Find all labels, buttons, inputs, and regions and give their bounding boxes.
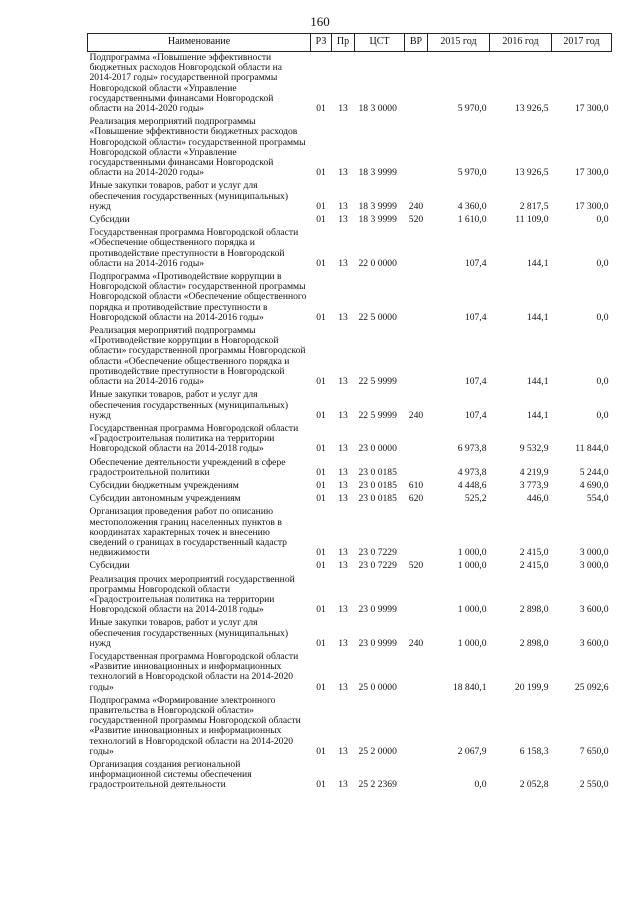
- table-row: [88, 493, 612, 506]
- row-cst: 22 0 0000: [358, 257, 397, 269]
- row-vr: [405, 759, 428, 793]
- table-row: [88, 227, 612, 271]
- row-cst: 22 5 9999: [358, 376, 397, 388]
- table-row: [88, 389, 612, 423]
- row-name: Организация проведения работ по описанию местоположения границ населенных пунктов в координатах характерных точек и внесению сведений о границах в государственный кадастр недвижимости: [89, 506, 287, 559]
- row-cst: 23 0 0185: [358, 479, 397, 491]
- row-name: Подпрограмма «Противодействие коррупции в Новгородской области» государственной программы Новгородской области «Обеспечение общественного порядка и противодействие преступности в Новгородской области на 2014-2016 годы»: [89, 271, 307, 323]
- row-rz: 01: [316, 214, 326, 226]
- row-2015: 1 000,0: [457, 604, 487, 616]
- row-2017: 7 650,0: [579, 745, 609, 757]
- table-row: [88, 52, 612, 117]
- row-rz: 01: [316, 637, 326, 649]
- row-cst: 23 0 7229: [358, 547, 397, 559]
- row-pr: 13: [338, 376, 348, 388]
- header-2015: 2015 год: [428, 34, 490, 52]
- table-row: [88, 651, 612, 695]
- row-2015: 4 448,6: [457, 479, 487, 491]
- row-pr: 13: [338, 779, 348, 791]
- row-pr: 13: [338, 637, 348, 649]
- row-2015: 107,4: [464, 376, 487, 388]
- row-name: Государственная программа Новгородской области «Развитие инновационных и информационных технологий в Новгородской области на 2014-2020 годы»: [89, 650, 299, 693]
- table-row: [88, 560, 612, 573]
- row-pr: 13: [338, 547, 348, 559]
- row-name: Иные закупки товаров, работ и услуг для обеспечения государственных (муниципальных) нужд: [89, 389, 289, 421]
- row-2016: 2 898,0: [519, 637, 549, 649]
- row-name: Реализация мероприятий подпрограммы «Противодействие коррупции в Новгородской области» государственной программы Новгородской области «Обеспечение общественного порядка и противодействие преступности в Новгородской области на 2014-2016 годы»: [89, 325, 306, 388]
- row-name: Государственная программа Новгородской области «Градостроительная политика на территории Новгородской области на 2014-2018 годы»: [89, 422, 299, 455]
- row-rz: 01: [316, 547, 326, 559]
- row-pr: 13: [338, 257, 348, 269]
- row-2016: 144,1: [526, 257, 549, 269]
- row-rz: 01: [316, 409, 326, 421]
- row-2015: 525,2: [464, 493, 487, 505]
- header-2017: 2017 год: [552, 34, 612, 52]
- row-vr: 240: [408, 200, 424, 212]
- row-2017: 0,0: [596, 257, 609, 269]
- table-row: [88, 506, 612, 560]
- row-cst: 18 3 0000: [358, 103, 397, 115]
- row-cst: 25 2 2369: [358, 779, 397, 791]
- row-name: Субсидии: [89, 214, 130, 226]
- header-name: Наименование: [88, 34, 311, 52]
- row-rz: 01: [316, 604, 326, 616]
- table-row: [88, 214, 612, 227]
- row-2016: 9 532,9: [519, 443, 549, 455]
- row-name: Иные закупки товаров, работ и услуг для обеспечения государственных (муниципальных) нужд: [89, 617, 289, 649]
- row-cst: 23 0 0000: [358, 443, 397, 455]
- row-vr: [405, 574, 428, 618]
- header-cst: ЦСТ: [355, 34, 405, 52]
- row-pr: 13: [338, 479, 348, 491]
- table-body: [88, 52, 612, 793]
- row-cst: 23 0 0185: [358, 466, 397, 478]
- row-pr: 13: [338, 200, 348, 212]
- header-pr: Пр: [332, 34, 355, 52]
- row-pr: 13: [338, 214, 348, 226]
- row-vr: [405, 271, 428, 325]
- row-vr: [405, 506, 428, 560]
- row-vr: 520: [408, 560, 424, 572]
- table-row: [88, 180, 612, 214]
- table-row: [88, 116, 612, 180]
- row-pr: 13: [338, 681, 348, 693]
- row-2015: 4 360,0: [457, 200, 487, 212]
- row-pr: 13: [338, 466, 348, 478]
- row-2017: 0,0: [596, 214, 609, 226]
- row-pr: 13: [338, 311, 348, 323]
- header-2016: 2016 год: [490, 34, 552, 52]
- row-2016: 11 109,0: [515, 214, 549, 226]
- row-pr: 13: [338, 409, 348, 421]
- row-2016: 3 773,9: [519, 479, 549, 491]
- row-2017: 25 092,6: [574, 681, 609, 693]
- row-name: Подпрограмма «Формирование электронного правительства в Новгородской области» государственной программы Новгородской области «Развитие инновационных и информационных технологий в Новгородской области на 2014-2020 годы»: [89, 694, 301, 757]
- table-row: [88, 271, 612, 325]
- row-cst: 18 3 9999: [358, 214, 397, 226]
- row-2016: 13 926,5: [514, 103, 549, 115]
- row-cst: 23 0 0185: [358, 493, 397, 505]
- table-row: [88, 325, 612, 389]
- row-vr: [405, 457, 428, 480]
- row-name: Реализация прочих мероприятий государственной программы Новгородской области «Градостроительная политика на территории Новгородской области на 2014-2018 годы»: [89, 573, 295, 616]
- row-vr: 620: [408, 493, 424, 505]
- page-number: 160: [310, 14, 330, 29]
- row-2016: 20 199,9: [514, 681, 549, 693]
- header-vr: ВР: [405, 34, 428, 52]
- row-pr: 13: [338, 443, 348, 455]
- row-cst: 18 3 9999: [358, 200, 397, 212]
- row-cst: 23 0 9999: [358, 637, 397, 649]
- row-2015: 1 000,0: [457, 560, 487, 572]
- row-vr: [405, 695, 428, 759]
- row-cst: 18 3 9999: [358, 167, 397, 179]
- row-cst: 22 5 0000: [358, 311, 397, 323]
- row-2017: 3 600,0: [579, 637, 609, 649]
- table-row: [88, 617, 612, 651]
- row-rz: 01: [316, 466, 326, 478]
- row-name: Реализация мероприятий подпрограммы «Повышение эффективности бюджетных расходов Новгородской области» государственной программы Новгородской области «Управление государственными финансами Новгородской области на 2014-2020 годы»: [89, 116, 306, 179]
- row-cst: 22 5 9999: [358, 409, 397, 421]
- table-row: [88, 480, 612, 493]
- row-name: Организация создания региональной информационной системы обеспечения градостроительной деятельности: [89, 759, 252, 791]
- row-2015: 2 067,9: [457, 745, 487, 757]
- table-header-row: [88, 34, 612, 52]
- row-2015: 1 000,0: [457, 637, 487, 649]
- row-rz: 01: [316, 681, 326, 693]
- row-2017: 0,0: [596, 409, 609, 421]
- row-2017: 3 000,0: [579, 547, 609, 559]
- row-2015: 18 840,1: [452, 681, 487, 693]
- row-2017: 3 000,0: [579, 560, 609, 572]
- row-2017: 0,0: [596, 376, 609, 388]
- row-2015: 4 973,8: [457, 466, 487, 478]
- row-cst: 23 0 7229: [358, 560, 397, 572]
- row-vr: 240: [408, 637, 424, 649]
- header-rz: РЗ: [311, 34, 332, 52]
- row-rz: 01: [316, 103, 326, 115]
- row-2017: 554,0: [586, 493, 609, 505]
- row-name: Государственная программа Новгородской области «Обеспечение общественного порядка и противодействие преступности в Новгородской области на 2014-2016 годы»: [89, 227, 299, 269]
- row-rz: 01: [316, 311, 326, 323]
- row-2015: 107,4: [464, 257, 487, 269]
- row-2017: 3 600,0: [579, 604, 609, 616]
- row-vr: [405, 325, 428, 389]
- row-2016: 2 898,0: [519, 604, 549, 616]
- row-2015: 0,0: [474, 779, 487, 791]
- row-cst: 25 2 0000: [358, 745, 397, 757]
- row-2015: 5 970,0: [457, 103, 487, 115]
- row-vr: [405, 651, 428, 695]
- row-2015: 1 000,0: [457, 547, 487, 559]
- row-cst: 25 0 0000: [358, 681, 397, 693]
- row-2017: 17 300,0: [574, 167, 609, 179]
- row-2016: 144,1: [526, 376, 549, 388]
- row-cst: 23 0 9999: [358, 604, 397, 616]
- row-2016: 4 219,9: [519, 466, 549, 478]
- row-rz: 01: [316, 257, 326, 269]
- row-rz: 01: [316, 167, 326, 179]
- row-vr: 240: [408, 409, 424, 421]
- row-name: Подпрограмма «Повышение эффективности бюджетных расходов Новгородской области на 2014-2017 годы» государственной программы Новгородской области «Управление государственными финансами Новгородской области на 2014-2020 годы»: [89, 52, 282, 115]
- row-pr: 13: [338, 103, 348, 115]
- row-name: Субсидии бюджетным учреждениям: [89, 479, 239, 491]
- row-2017: 0,0: [596, 311, 609, 323]
- table-row: [88, 759, 612, 793]
- row-pr: 13: [338, 493, 348, 505]
- row-2017: 11 844,0: [575, 443, 609, 455]
- row-2017: 5 244,0: [579, 466, 609, 478]
- row-rz: 01: [316, 376, 326, 388]
- row-2016: 144,1: [526, 311, 549, 323]
- budget-table: [87, 33, 612, 793]
- row-vr: [405, 52, 428, 117]
- table-row: [88, 695, 612, 759]
- row-name: Субсидии: [89, 560, 130, 572]
- row-2015: 6 973,8: [457, 443, 487, 455]
- row-vr: [405, 116, 428, 180]
- row-2017: 4 690,0: [579, 479, 609, 491]
- row-rz: 01: [316, 493, 326, 505]
- row-vr: 610: [408, 479, 424, 491]
- row-name: Иные закупки товаров, работ и услуг для обеспечения государственных (муниципальных) нужд: [89, 180, 289, 212]
- row-2017: 2 550,0: [579, 779, 609, 791]
- row-vr: [405, 423, 428, 457]
- row-2016: 6 158,3: [519, 745, 549, 757]
- row-2015: 1 610,0: [457, 214, 487, 226]
- row-pr: 13: [338, 167, 348, 179]
- row-vr: [405, 227, 428, 271]
- row-rz: 01: [316, 745, 326, 757]
- row-2015: 107,4: [464, 409, 487, 421]
- table-row: [88, 457, 612, 480]
- row-name: Обеспечение деятельности учреждений в сфере градостроительной политики: [89, 456, 286, 478]
- row-2016: 2 052,8: [519, 779, 549, 791]
- row-2015: 5 970,0: [457, 167, 487, 179]
- row-2017: 17 300,0: [574, 200, 609, 212]
- row-2016: 144,1: [526, 409, 549, 421]
- row-2016: 2 415,0: [519, 547, 549, 559]
- table-row: [88, 423, 612, 457]
- table-row: [88, 574, 612, 618]
- row-2016: 446,0: [526, 493, 549, 505]
- row-2016: 2 817,5: [519, 200, 549, 212]
- row-rz: 01: [316, 560, 326, 572]
- row-rz: 01: [316, 779, 326, 791]
- row-2017: 17 300,0: [574, 103, 609, 115]
- row-2015: 107,4: [464, 311, 487, 323]
- row-pr: 13: [338, 560, 348, 572]
- row-2016: 13 926,5: [514, 167, 549, 179]
- row-vr: 520: [408, 214, 424, 226]
- row-pr: 13: [338, 604, 348, 616]
- row-rz: 01: [316, 443, 326, 455]
- row-rz: 01: [316, 200, 326, 212]
- row-pr: 13: [338, 745, 348, 757]
- row-2016: 2 415,0: [519, 560, 549, 572]
- row-name: Субсидии автономным учреждениям: [89, 493, 241, 505]
- row-rz: 01: [316, 479, 326, 491]
